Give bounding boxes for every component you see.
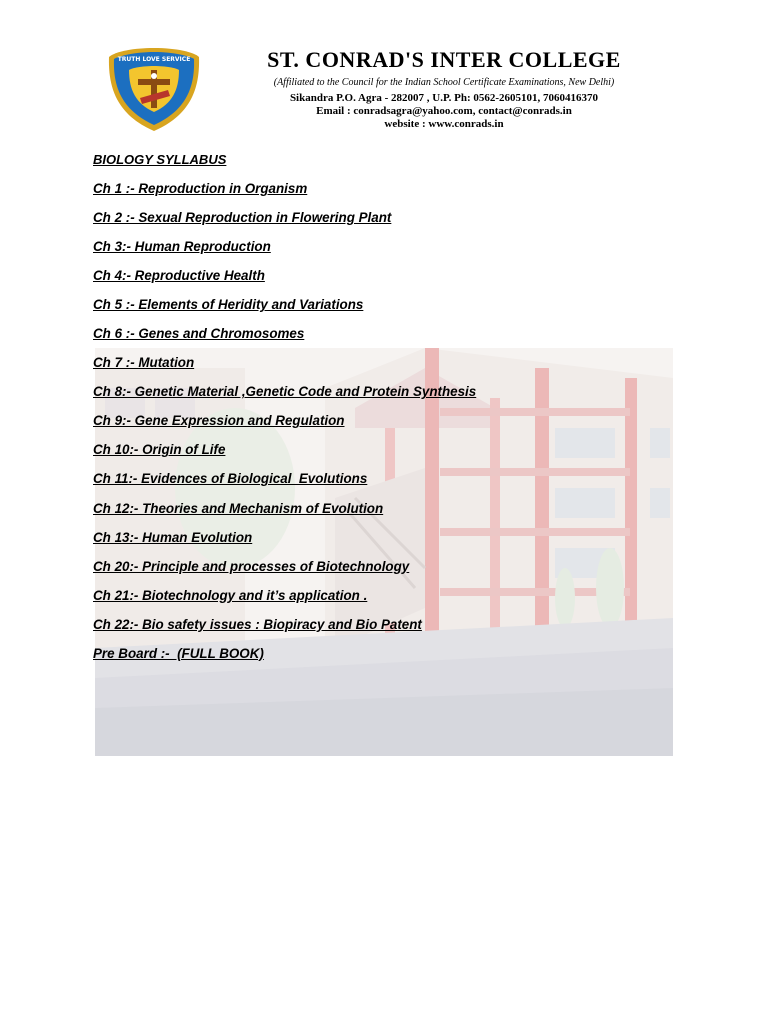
chapter-item: Ch 2 :- Sexual Reproduction in Flowering Plant xyxy=(93,210,392,226)
chapter-item: Ch 13:- Human Evolution xyxy=(93,529,253,545)
chapter-item: Ch 8:- Genetic Material ,Genetic Code and Protein Synthesis xyxy=(93,384,477,400)
chapter-item: Ch 6 :- Genes and Chromosomes xyxy=(93,326,305,342)
crest-motto: TRUTH LOVE SERVICE xyxy=(117,56,191,63)
chapter-item: Ch 12:- Theories and Mechanism of Evolution xyxy=(93,500,384,516)
chapter-item: Ch 9:- Gene Expression and Regulation xyxy=(93,413,345,429)
chapter-item: Ch 3:- Human Reproduction xyxy=(93,239,271,255)
chapter-item: Ch 11:- Evidences of Biological Evolutions xyxy=(93,471,368,487)
email-text: Email : conradsagra@yahoo.com, contact@conrads.in xyxy=(316,105,572,117)
chapter-item: Ch 10:- Origin of Life xyxy=(93,442,226,458)
chapter-item: Ch 21:- Biotechnology and it’s application . xyxy=(93,587,368,603)
chapter-item: Ch 4:- Reproductive Health xyxy=(93,268,265,284)
letterhead xyxy=(214,46,674,131)
website-text: website : www.conrads.in xyxy=(384,118,504,130)
college-name: ST. CONRAD'S INTER COLLEGE xyxy=(267,47,621,72)
affiliation-text: (Affiliated to the Council for the Indian School Certificate Examinations, New Delhi) xyxy=(273,77,615,88)
chapter-item: Ch 7 :- Mutation xyxy=(93,355,195,371)
chapter-item: Pre Board :- (FULL BOOK) xyxy=(93,645,264,661)
syllabus-title: BIOLOGY SYLLABUS xyxy=(93,152,227,167)
school-crest-icon xyxy=(104,46,204,132)
address-text: Sikandra P.O. Agra - 282007 , U.P. Ph: 0562-2605101, 7060416370 xyxy=(289,92,599,104)
syllabus-list xyxy=(93,150,693,673)
chapter-item: Ch 5 :- Elements of Heridity and Variations xyxy=(93,297,364,313)
chapter-item: Ch 22:- Bio safety issues : Biopiracy and Bio Patent xyxy=(93,616,422,632)
chapter-item: Ch 1 :- Reproduction in Organism xyxy=(93,181,308,196)
chapter-item: Ch 20:- Principle and processes of Biotechnology xyxy=(93,558,410,574)
